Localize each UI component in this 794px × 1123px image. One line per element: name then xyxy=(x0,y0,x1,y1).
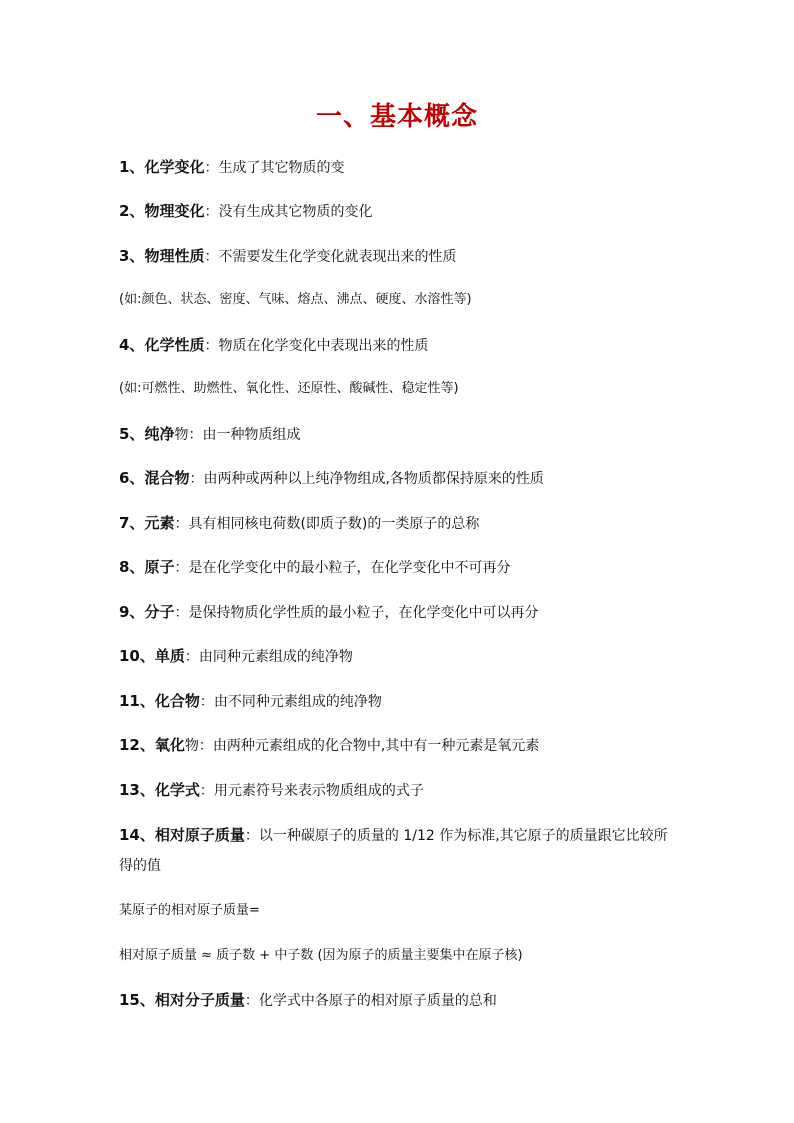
item-number: 6、 xyxy=(119,469,145,487)
item-number: 2、 xyxy=(119,202,145,220)
item-number: 11、 xyxy=(119,692,155,710)
item-number: 3、 xyxy=(119,247,145,265)
definition: 由两种元素组成的化合物中,其中有一种元素是氧元素 xyxy=(212,738,540,754)
formula-approximation: 相对原子质量 ≈ 质子数 + 中子数 (因为原子的质量主要集中在原子核) xyxy=(119,948,523,963)
definition-line-4 xyxy=(119,335,428,356)
definition: 由两种或两种以上纯净物组成,各物质都保持原来的性质 xyxy=(203,471,544,487)
term: 相对分子质量 xyxy=(154,991,245,1009)
term: 元素 xyxy=(144,514,175,532)
term: 氧化 xyxy=(154,736,185,754)
definition: 是保持物质化学性质的最小粒子，在化学变化中可以再分 xyxy=(188,605,539,621)
separator: ： xyxy=(174,560,189,576)
item-number: 15、 xyxy=(119,991,155,1009)
formula-label: 某原子的相对原子质量= xyxy=(119,903,260,918)
definition: 生成了其它物质的变 xyxy=(218,160,345,176)
separator: ： xyxy=(174,605,189,621)
separator: ： xyxy=(244,828,259,844)
term-tail: 物 xyxy=(184,738,199,754)
term: 单质 xyxy=(154,647,185,665)
term: 相对原子质量 xyxy=(154,826,245,844)
page-title: 一、基本概念 xyxy=(315,102,478,132)
definition: 以一种碳原子的质量的 1/12 作为标准,其它原子的质量跟它比较所得的值 xyxy=(119,828,668,874)
separator: ： xyxy=(198,738,213,754)
item-number: 10、 xyxy=(119,647,155,665)
separator: ： xyxy=(204,249,219,265)
term: 分子 xyxy=(144,603,175,621)
definition-line-12 xyxy=(119,735,539,756)
definition-line-3 xyxy=(119,246,456,267)
term: 混合物 xyxy=(144,469,190,487)
definition-line-13 xyxy=(119,780,424,801)
item-number: 8、 xyxy=(119,558,145,576)
definition: 由同种元素组成的纯净物 xyxy=(198,649,353,665)
term: 化学变化 xyxy=(144,158,205,176)
term: 物理性质 xyxy=(144,247,205,265)
item-number: 13、 xyxy=(119,781,155,799)
definition-line-11 xyxy=(119,691,382,712)
separator: ： xyxy=(174,516,189,532)
item-number: 9、 xyxy=(119,603,145,621)
separator: ： xyxy=(204,160,219,176)
definition: 由不同种元素组成的纯净物 xyxy=(213,694,382,710)
separator: ： xyxy=(188,427,203,443)
definition-line-5 xyxy=(119,424,300,445)
definition: 具有相同核电荷数(即质子数)的一类原子的总称 xyxy=(188,516,480,532)
definition-line-14 xyxy=(119,820,679,881)
definition: 用元素符号来表示物质组成的式子 xyxy=(213,783,424,799)
item-number: 1、 xyxy=(119,158,145,176)
separator: ： xyxy=(184,649,199,665)
separator: ： xyxy=(199,783,214,799)
definition-line-7 xyxy=(119,513,479,534)
definition-line-10 xyxy=(119,646,353,667)
definition-line-8 xyxy=(119,557,510,578)
item-number: 14、 xyxy=(119,826,155,844)
example-note-1: (如:颜色、状态、密度、气味、熔点、沸点、硬度、水溶性等) xyxy=(119,292,472,307)
term: 化学式 xyxy=(154,781,200,799)
term: 纯净 xyxy=(144,425,175,443)
term: 化学性质 xyxy=(144,336,205,354)
definition-line-9 xyxy=(119,602,538,623)
term-tail: 物 xyxy=(174,427,189,443)
term: 原子 xyxy=(144,558,175,576)
definition: 物质在化学变化中表现出来的性质 xyxy=(218,338,429,354)
item-number: 7、 xyxy=(119,514,145,532)
definition-line-6 xyxy=(119,468,544,489)
definition-line-1 xyxy=(119,157,344,178)
definition-line-15 xyxy=(119,990,497,1011)
separator: ： xyxy=(199,694,214,710)
definition: 没有生成其它物质的变化 xyxy=(218,204,373,220)
separator: ： xyxy=(189,471,204,487)
separator: ： xyxy=(204,338,219,354)
item-number: 5、 xyxy=(119,425,145,443)
definition: 由一种物质组成 xyxy=(202,427,301,443)
definition: 是在化学变化中的最小粒子，在化学变化中不可再分 xyxy=(188,560,511,576)
separator: ： xyxy=(204,204,219,220)
definition: 不需要发生化学变化就表现出来的性质 xyxy=(218,249,457,265)
item-number: 4、 xyxy=(119,336,145,354)
separator: ： xyxy=(244,993,259,1009)
example-note-2: (如:可燃性、助燃性、氧化性、还原性、酸碱性、稳定性等) xyxy=(119,381,459,396)
term: 物理变化 xyxy=(144,202,205,220)
term: 化合物 xyxy=(154,692,200,710)
definition: 化学式中各原子的相对原子质量的总和 xyxy=(258,993,497,1009)
item-number: 12、 xyxy=(119,736,155,754)
definition-line-2 xyxy=(119,201,372,222)
